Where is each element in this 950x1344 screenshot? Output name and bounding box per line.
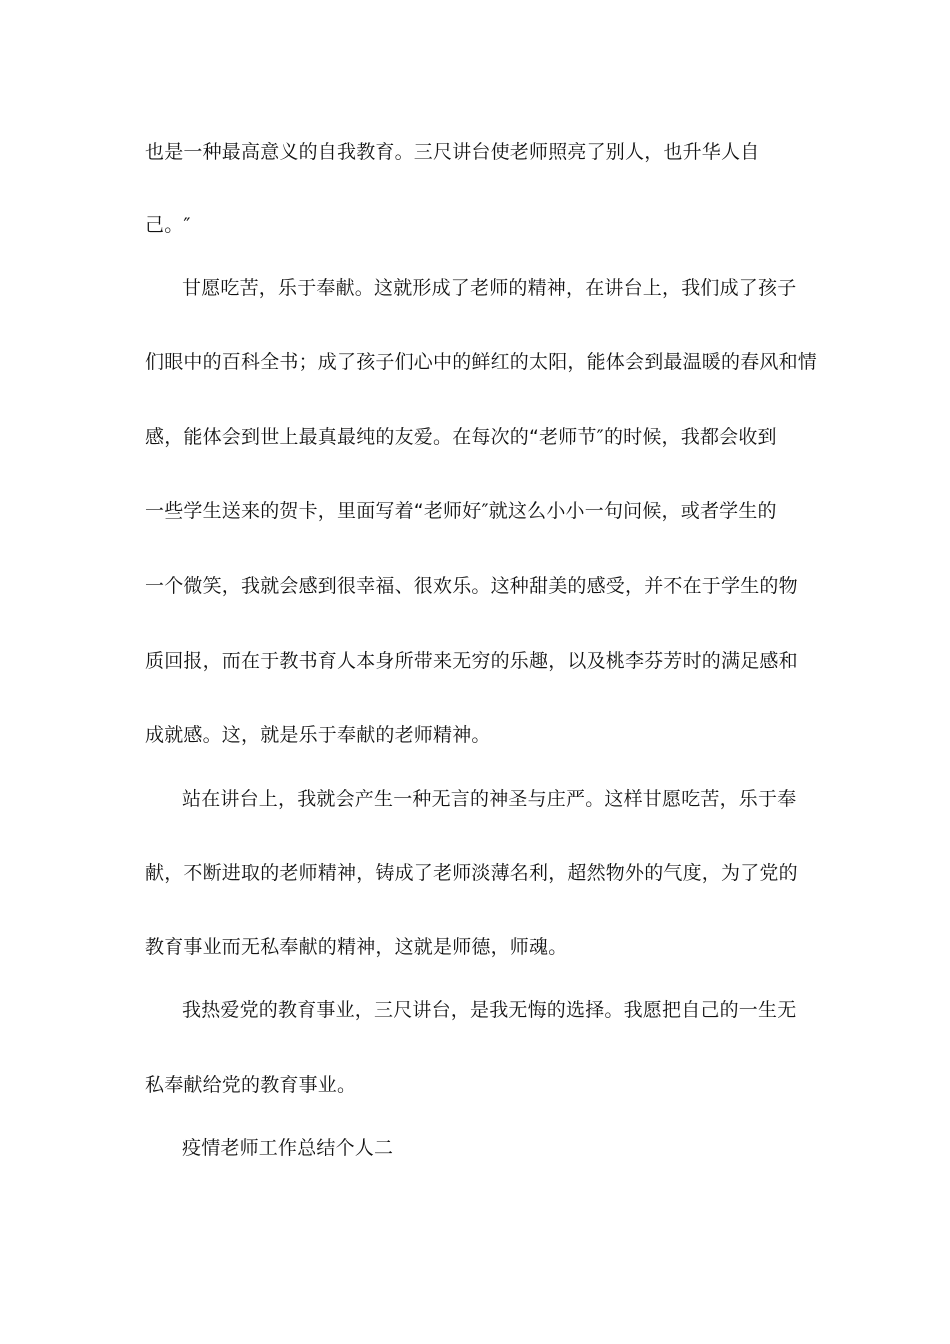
paragraph-start-line: 站在讲台上，我就会产生一种无言的神圣与庄严。这样甘愿吃苦，乐于奉 [182,788,797,810]
text-line: 成就感。这，就是乐于奉献的老师精神。 [145,724,491,746]
text-line: 一些学生送来的贺卡，里面写着“老师好″就这么小小一句问候，或者学生的 [145,500,777,522]
text-line: 感，能体会到世上最真最纯的友爱。在每次的“老师节″的时候，我都会收到 [145,426,777,448]
paragraph-start-line: 甘愿吃苦，乐于奉献。这就形成了老师的精神，在讲台上，我们成了孩子 [182,277,797,299]
text-line: 献，不断进取的老师精神，铸成了老师淡薄名利，超然物外的气度，为了党的 [145,862,798,884]
text-line: 己。″ [145,214,191,236]
text-line: 一个微笑，我就会感到很幸福、很欢乐。这种甜美的感受，并不在于学生的物 [145,575,798,597]
text-line: 也是一种最高意义的自我教育。三尺讲台使老师照亮了别人，也升华人自 [145,141,760,163]
text-line: 私奉献给党的教育事业。 [145,1074,357,1096]
text-line: 们眼中的百科全书；成了孩子们心中的鲜红的太阳，能体会到最温暖的春风和情 [145,351,818,373]
paragraph-start-line: 我热爱党的教育事业，三尺讲台，是我无悔的选择。我愿把自己的一生无 [182,999,797,1021]
section-heading: 疫情老师工作总结个人二 [182,1137,394,1159]
text-line: 教育事业而无私奉献的精神，这就是师德，师魂。 [145,936,568,958]
text-line: 质回报，而在于教书育人本身所带来无穷的乐趣，以及桃李芬芳时的满足感和 [145,650,798,672]
